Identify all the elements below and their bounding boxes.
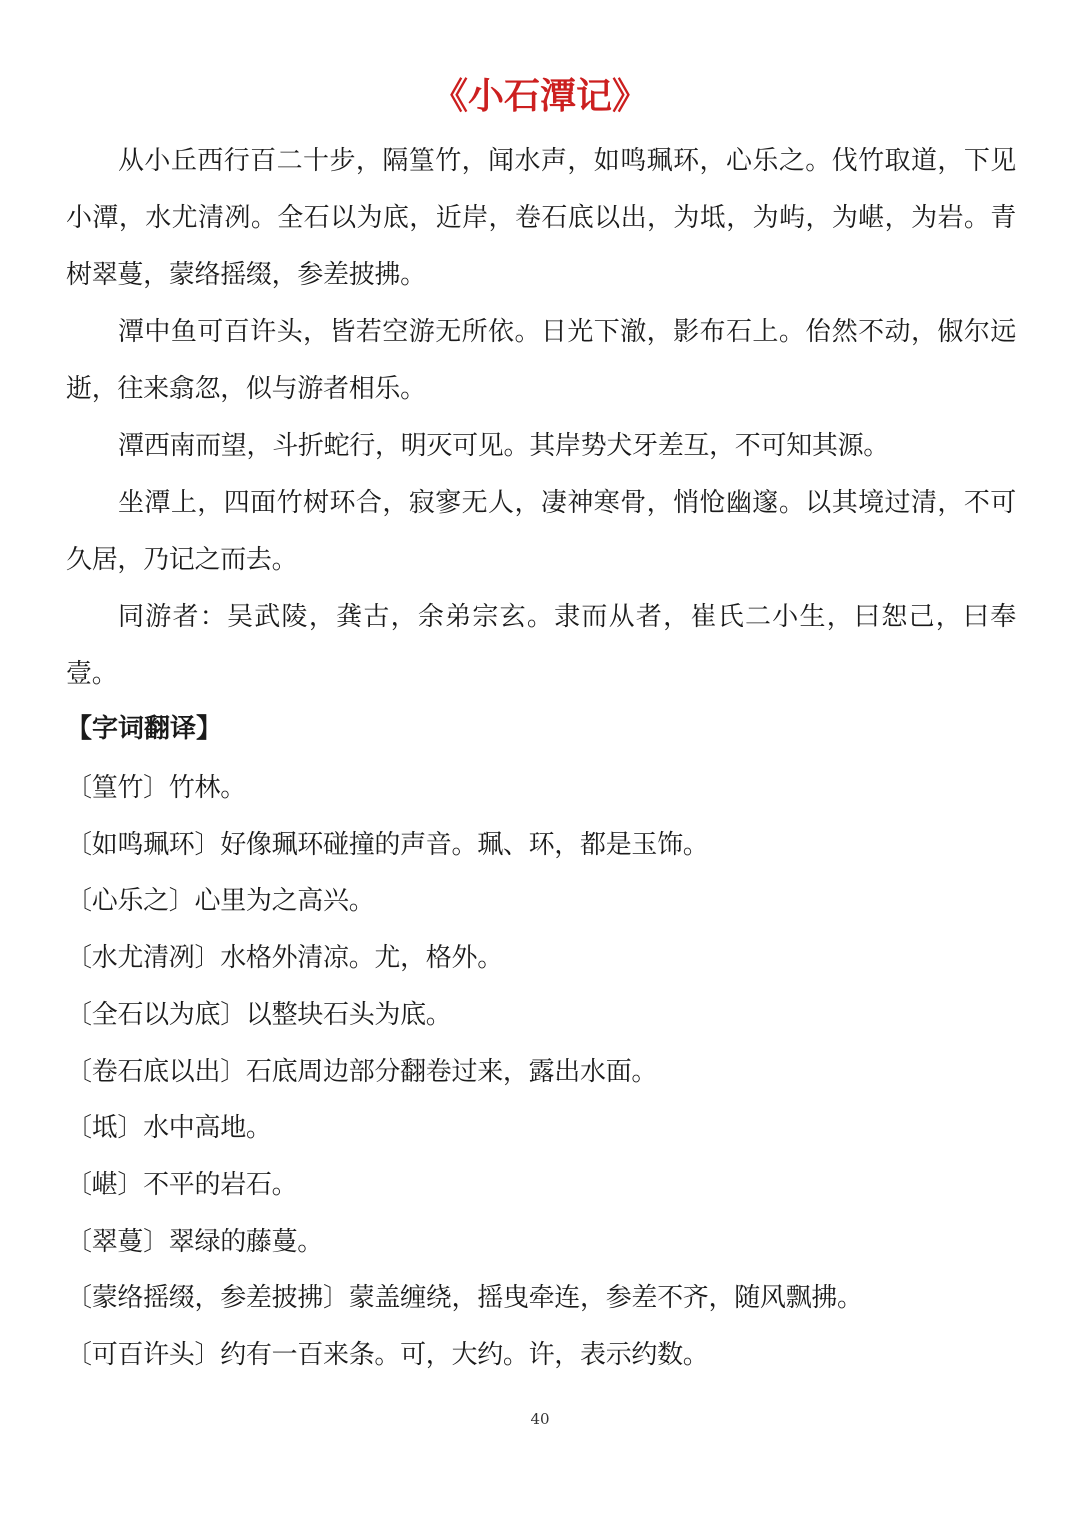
paragraph: 从小丘西行百二十步，隔篁竹，闻水声，如鸣珮环，心乐之。伐竹取道，下见小潭，水尤清冽。全石以为底，近岸，卷石底以出，为坻，为屿，为嵁，为岩。青树翠蔓，蒙络摇缀，参差披拂。	[66, 146, 1016, 290]
paragraph: 潭中鱼可百许头，皆若空游无所依。日光下澈，影布石上。佁然不动，俶尔远逝，往来翕忽，似与游者相乐。	[66, 317, 1016, 404]
page-number: 40	[530, 1410, 550, 1428]
glossary-heading: 【字词翻译】	[66, 714, 223, 744]
glossary-item: 〔坻〕水中高地。	[66, 1113, 272, 1144]
page-title: 《小石潭记》	[431, 76, 648, 117]
glossary-item: 〔翠蔓〕翠绿的藤蔓。	[66, 1226, 324, 1257]
glossary-list	[66, 760, 1016, 1384]
glossary-item: 〔全石以为底〕以整块石头为底。	[66, 999, 452, 1030]
glossary-item: 〔卷石底以出〕石底周边部分翻卷过来，露出水面。	[66, 1056, 658, 1087]
paragraph: 潭西南而望，斗折蛇行，明灭可见。其岸势犬牙差互，不可知其源。	[118, 431, 890, 461]
glossary-item: 〔蒙络摇缀，参差披拂〕蒙盖缠绕，摇曳牵连，参差不齐，随风飘拂。	[66, 1283, 863, 1314]
glossary-item: 〔嵁〕不平的岩石。	[66, 1169, 298, 1200]
essay-body	[66, 133, 1016, 703]
glossary-item: 〔心乐之〕心里为之高兴。	[66, 886, 375, 917]
glossary-item: 〔篁竹〕竹林。	[66, 773, 246, 803]
glossary-item: 〔水尤清冽〕水格外清凉。尤，格外。	[66, 943, 503, 974]
paragraph: 同游者：吴武陵，龚古，余弟宗玄。隶而从者，崔氏二小生，曰恕己，曰奉壹。	[66, 602, 1016, 689]
glossary-item: 〔如鸣珮环〕好像珮环碰撞的声音。珮、环，都是玉饰。	[66, 829, 709, 860]
paragraph: 坐潭上，四面竹树环合，寂寥无人，凄神寒骨，悄怆幽邃。以其境过清，不可久居，乃记之而去。	[66, 488, 1016, 575]
glossary-item: 〔可百许头〕约有一百来条。可，大约。许，表示约数。	[66, 1340, 709, 1371]
